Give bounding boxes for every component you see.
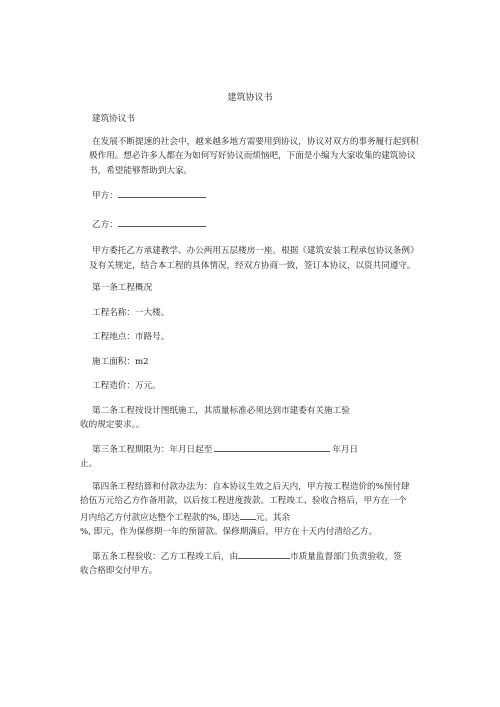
article-5-end: 市质量监督部门负责验收，签 xyxy=(290,551,402,562)
document-title: 建筑协议书 xyxy=(227,93,273,103)
article-4-line-3 xyxy=(80,509,421,526)
party-a-blank xyxy=(118,187,206,198)
party-b-blank xyxy=(118,216,206,227)
article-4-line-3-end: 元。其余 xyxy=(255,512,291,523)
preamble-paragraph: 甲方委托乙方承建教学、办公两用五层楼房一座。根据《建筑安装工程承包协议条例》及有关规定，结合本工程的具体情况，经双方协商一致，签订本协议，以资共同遵守。 xyxy=(89,246,419,271)
article-3-blank xyxy=(214,441,330,452)
article-3-start: 第三条工程期限为：年月日起至 xyxy=(92,444,213,455)
document-body xyxy=(80,112,421,579)
party-b-label: 乙方： xyxy=(92,219,118,230)
subtitle: 建筑协议书 xyxy=(92,114,135,124)
article-4-line-4: %, 即元，作为保修期一年的预留款。保修期满后，甲方在十天内付清给乙方。 xyxy=(80,527,378,537)
article-2-line-1: 第二条工程按设计图纸施工，其质量标准必须达到市建委有关施工验 xyxy=(92,405,350,416)
article-3-end: 年月日 xyxy=(332,444,359,455)
article-5-line-2: 收合格即交付甲方。 xyxy=(80,566,158,576)
project-location: 工程地点：市路号。 xyxy=(92,332,170,342)
article-4-line-2: 拾伍万元给乙方作备用款，以后按工程进度拨款。工程竣工、验收合格后，甲方在一个 xyxy=(80,496,407,506)
project-cost: 工程造价：万元。 xyxy=(92,381,161,391)
article-3-line-2: 止。 xyxy=(80,459,98,469)
article-4-line-1: 第四条工程结算和付款办法为：自本协议生效之后天内，甲方按工程造价的%预付肆 xyxy=(92,481,410,492)
construction-area: 施工面积：m2 xyxy=(92,356,149,367)
party-a-line xyxy=(92,187,421,204)
article-5-line-1 xyxy=(92,548,421,565)
article-2-line-2: 收的规定要求。。 xyxy=(80,420,145,430)
article-1-title: 第一条工程概况 xyxy=(92,283,153,293)
article-4-blank xyxy=(240,509,256,520)
party-b-line xyxy=(92,216,421,233)
article-5-blank xyxy=(238,548,290,559)
article-4-line-3-start: 月内给乙方付款应达整个工程款的%, 即达 xyxy=(80,512,240,523)
intro-paragraph: 在发展不断提速的社会中，越来越多地方需要用到协议，协议对双方的事务履行起到积极作用。想必许多人都在为如何写好协议而烦恼吧，下面是小编为大家收集的建筑协议书，希望能够帮助到大家。 xyxy=(89,136,419,176)
project-name: 工程名称：一大楼。 xyxy=(92,307,170,318)
article-3-line-1 xyxy=(92,441,421,458)
party-a-label: 甲方： xyxy=(92,191,118,201)
article-5-start: 第五条工程验收：乙方工程竣工后，由 xyxy=(92,551,239,562)
